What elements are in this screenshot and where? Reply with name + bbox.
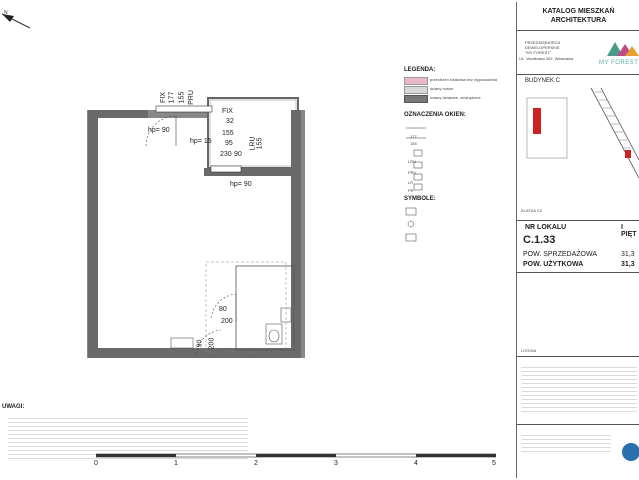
developer-line-4: UL. Wodlinska 342, Warszawa: [519, 56, 574, 61]
dim-200-b: 200: [208, 337, 216, 350]
dim-90-b: 90: [196, 339, 204, 348]
dim-200: 200: [221, 318, 233, 325]
catalog-title: KATALOG MIESZKAŃ: [542, 8, 615, 15]
window-mark-pru: PRU: [408, 170, 417, 175]
symbols-icons: [404, 206, 424, 246]
dim-pru: PRU: [187, 90, 195, 105]
site-plan-diagram: [521, 88, 639, 200]
usable-area-value: 31,3: [621, 261, 635, 268]
catalog-subtitle: ARCHITEKTURA: [550, 17, 607, 24]
window-mark-lru: LRU: [408, 159, 417, 164]
legend-swatch-3: [404, 95, 428, 103]
scale-1: 1: [174, 460, 178, 467]
sales-area-label: POW. SPRZEDAŻOWA: [523, 251, 598, 258]
sales-area-value: 31,3: [621, 251, 635, 258]
dim-95: 95: [225, 140, 233, 147]
logo-text: MY FOREST: [599, 60, 639, 66]
window-mark-155: 155: [410, 141, 417, 146]
scale-bar: [96, 452, 496, 460]
my-forest-logo-icon: [605, 38, 639, 58]
symbols-title: SYMBOLE:: [404, 196, 436, 202]
stair-label: KLATKA C2: [521, 208, 543, 213]
dim-155-c: 155: [256, 137, 264, 150]
building-label: BUDYNEK C: [525, 78, 561, 84]
dim-hp90-top: hp= 90: [148, 127, 170, 134]
legend-swatch-1: [404, 77, 428, 85]
dim-lru: LRU: [249, 136, 257, 151]
legend-text-3: ściany działowe, zewnętrzne: [430, 95, 481, 100]
dim-hp90-bottom: hp= 90: [230, 181, 252, 188]
developer-line-1: PRZEDSIĘBIORCA: [525, 40, 561, 45]
developer-line-3: "MY FOREST": [525, 50, 552, 55]
dim-155-b: 155: [222, 130, 234, 137]
scale-4: 4: [414, 460, 418, 467]
window-mark-lr: LR: [408, 180, 414, 185]
svg-text:N: N: [4, 10, 8, 16]
legend-text-2: ściany nośne: [430, 86, 454, 91]
loggia-label: LOGGIA: [521, 348, 537, 353]
dim-32: 32: [226, 118, 234, 125]
scale-2: 2: [254, 460, 258, 467]
architect-text-block: [521, 432, 611, 452]
legend-title: LEGENDA:: [404, 67, 436, 73]
dim-90: 90: [234, 151, 242, 158]
title-block: [516, 2, 639, 478]
usable-area-label: POW. UŻYTKOWA: [523, 261, 584, 268]
scale-3: 3: [334, 460, 338, 467]
unit-number: C.1.33: [523, 234, 556, 246]
disclaimer-text-block: [521, 364, 637, 414]
dim-230: 230: [220, 151, 232, 158]
dim-hp15: hp= 15: [190, 138, 212, 145]
dim-80: 80: [219, 306, 227, 313]
scale-0: 0: [94, 460, 98, 467]
window-marks-title: OZNACZENIA OKIEN:: [404, 112, 466, 118]
dim-fix-2: FIX: [222, 108, 233, 115]
dim-155: 155: [178, 91, 186, 104]
dim-177: 177: [168, 91, 176, 104]
unit-number-label: NR LOKALU: [525, 224, 567, 231]
floor-label: I PIĘT: [621, 224, 637, 238]
dim-fix: FIX: [159, 92, 167, 103]
north-arrow-icon: [0, 6, 34, 34]
notes-title: UWAGI:: [2, 404, 25, 410]
legend-text-1: przestrzeń lokalowa bez wyposażenia: [430, 77, 498, 82]
architect-logo-icon: [621, 442, 639, 462]
window-mark-pr: PR: [408, 188, 414, 193]
developer-line-2: DEWELOPERSKIE: [525, 45, 560, 50]
floor-plan: [86, 86, 312, 366]
legend-swatch-2: [404, 86, 428, 94]
scale-5: 5: [492, 460, 496, 467]
window-mark-177: 177: [410, 134, 417, 139]
